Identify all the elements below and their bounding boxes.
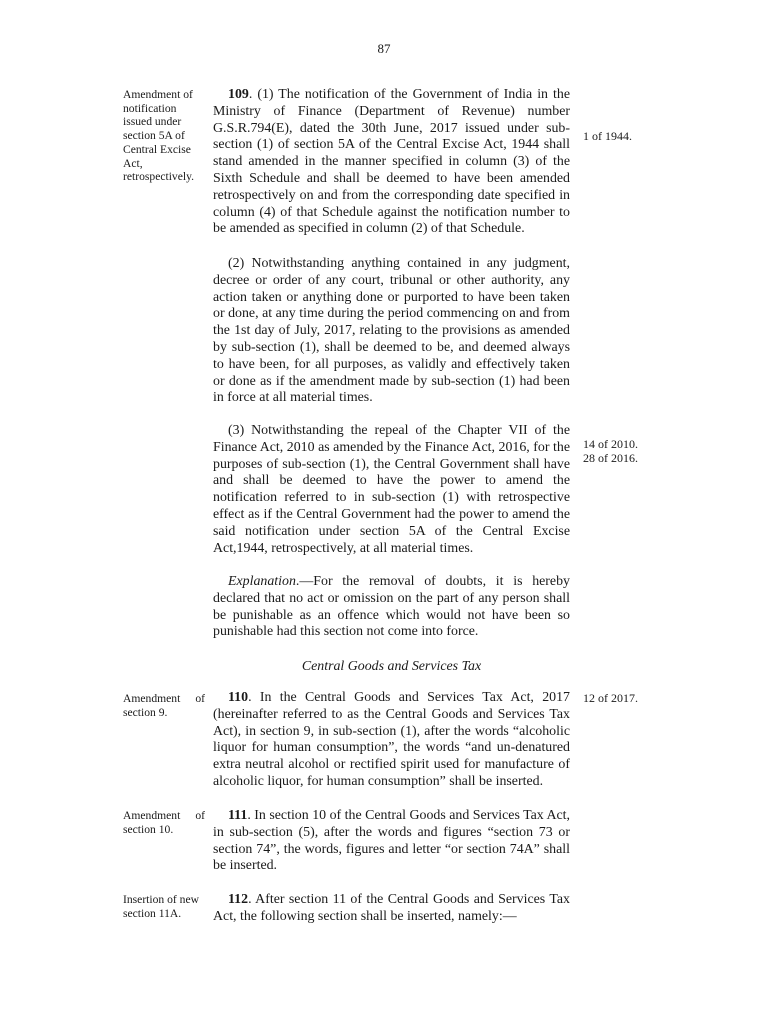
section-110-text [213, 690, 570, 791]
section-111-body: . In section 10 of the Central Goods and Services Tax Act, in sub-section (5), after the words and figures “section 73 or section 74”, the words, figures and letter “or section 74A” shall be inserted. [213, 808, 570, 874]
part-heading: Central Goods and Services Tax [301, 659, 482, 674]
section-109-subsection-2: (2) Notwithstanding anything contained in any judgment, decree or order of any court, tribunal or other authority, any action taken or anything done or purported to have been taken or done, at any time during the period commencing on and from the 1st day of July, 2017, relating to the provisions as amended by sub-section (1), shall be deemed to be, and deemed always to have been, for all purposes, as validly and effectively taken or done as if the amendment made by sub-section (1) had been in force at all material times. [213, 256, 570, 406]
section-109-explanation [213, 574, 570, 641]
section-110-number: 110 [228, 690, 249, 705]
section-111-number: 111 [228, 808, 248, 823]
section-112-body: . After section 11 of the Central Goods and Services Tax Act, the following section shall be inserted, namely:— [213, 892, 570, 924]
finance-act-2016-reference: 28 of 2016. [583, 450, 638, 465]
section-109-subsection-3-references [583, 438, 663, 465]
section-109-margin-note: Amendment of notification issued under section 5A of Central Excise Act, retrospectively. [123, 88, 195, 184]
section-110-act-reference: 12 of 2017. [583, 691, 638, 705]
section-110-margin-note: Amendment of section 9. [123, 692, 205, 719]
explanation-label: Explanation [228, 574, 296, 589]
section-112-number: 112 [228, 892, 249, 907]
section-111-text [213, 808, 570, 875]
section-109-number: 109 [228, 87, 249, 102]
section-109-subsection-3: (3) Notwithstanding the repeal of the Chapter VII of the Finance Act, 2010 as amended by the Finance Act, 2016, for the purposes of sub-section (1), the Central Government shall have and shall be deemed to have the power to amend the notification referred to in sub-section (1) with retrospective effect as if the Central Government had the power to amend the said notification under section 5A of the Central Excise Act,1944, retrospectively, at all material times. [213, 423, 570, 556]
explanation-text: .—For the removal of doubts, it is hereby declared that no act or omission on the part of any person shall be punishable as an offence which would not have been so punishable had this section not come into force. [213, 574, 570, 640]
section-112-margin-note: Insertion of new section 11A. [123, 893, 199, 920]
page-number: 87 [377, 41, 391, 56]
section-109-subsection-1 [213, 87, 570, 238]
section-112-text [213, 892, 570, 926]
finance-act-2010-reference: 14 of 2010. [583, 437, 638, 451]
section-111-margin-note: Amendment of section 10. [123, 809, 205, 836]
section-110-body: . In the Central Goods and Services Tax Act, 2017 (hereinafter referred to as the Central Goods and Services Tax Act), in section 9, in sub-section (1), after the words “alcoholic liquor for human consumption”, the words “and un-denatured extra neutral alcohol or rectified spirit used for manufacture of alcoholic liquor, for human consumption” shall be inserted. [213, 690, 570, 789]
section-109-subsection-1-text: . (1) The notification of the Government of India in the Ministry of Finance (Department of Revenue) number G.S.R.794(E), dated the 30th June, 2017 issued under sub-section (1) of section 5A of the Central Excise Act, 1944 shall stand amended in the manner specified in column (3) of the Sixth Schedule and shall be deemed to have been amended retrospectively on and from the corresponding date specified in column (4) of that Schedule against the notification number to be amended as specified in column (2) of that Schedule. [213, 87, 570, 237]
section-109-act-reference: 1 of 1944. [583, 129, 632, 143]
